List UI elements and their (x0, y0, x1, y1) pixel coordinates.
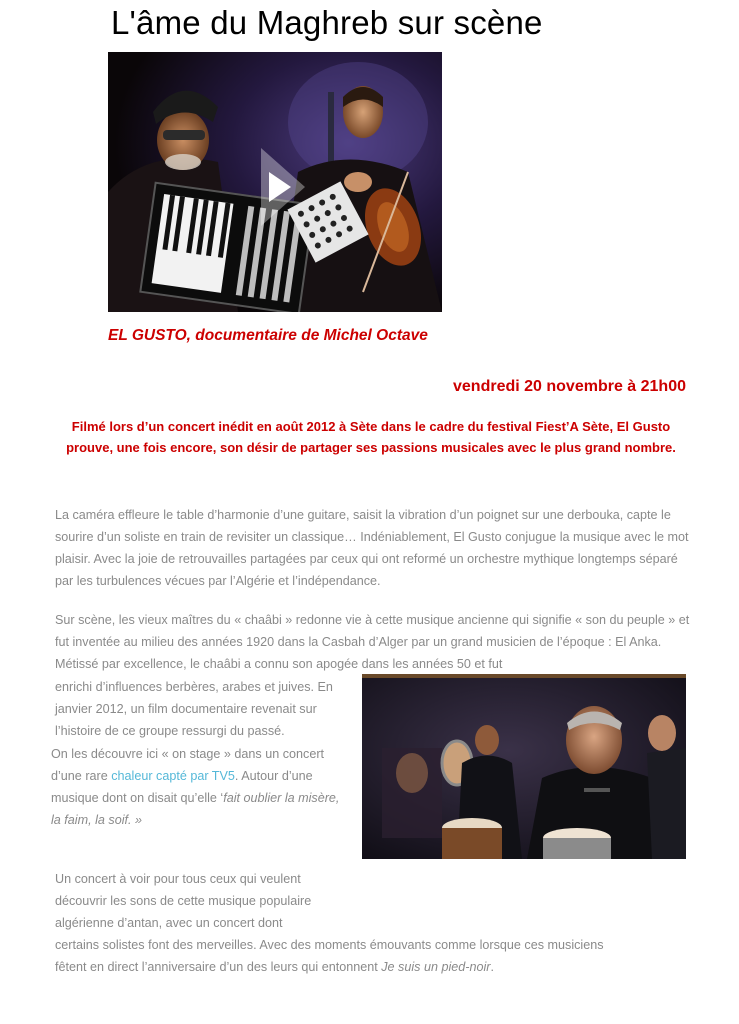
paragraph-4-quote: fait oublier la misère, la faim, la soif. » (51, 791, 340, 827)
paragraph-5-song-title: Je suis un pied-noir (381, 960, 491, 974)
paragraph-5-line-3: algérienne d’antan, avec un concert dont (55, 916, 283, 930)
page-title: L'âme du Maghreb sur scène (111, 4, 543, 41)
paragraph-5-line-4: certains solistes font des merveilles. Avec des moments émouvants comme lorsque ces musiciens (55, 938, 604, 952)
tv5-link[interactable]: chaleur capté par TV5 (111, 769, 235, 783)
paragraph-2: Sur scène, les vieux maîtres du « chaâbi » redonne vie à cette musique ancienne qui signifie « son du peuple » et fut inventée au milieu des années 1920 dans la Casbah d’Alger par un grand musicien de l’époque : El Anka. Métissé par excellence, le chaâbi a connu son apogée dans les années 50 et fut (55, 613, 690, 671)
paragraph-4 (51, 743, 351, 831)
video-caption: EL GUSTO, documentaire de Michel Octave (108, 327, 428, 344)
intro-text: Filmé lors d’un concert inédit en août 2012 à Sète dans le cadre du festival Fiest’A Sète, El Gusto prouve, une fois encore, son désir de partager ses passions musicales avec le plus grand nombre. (66, 419, 676, 455)
paragraph-5-line-5 (55, 956, 705, 978)
paragraph-4-start: On les découvre ici « on stage » dans un concert d’une rare (51, 747, 325, 783)
paragraph-3: enrichi d’influences berbères, arabes et juives. En janvier 2012, un film documentaire revenait sur l’histoire de ce groupe ressurgi du passé. (55, 680, 333, 738)
paragraph-1: La caméra effleure le table d’harmonie d’une guitare, saisit la vibration d’un poignet sur une derbouka, capte le sourire d’un soliste en train de revisiter un classique… Indéniablement, El Gusto conjugue la musique avec le mot plaisir. Avec la joie de retrouvailles partagées par ceux qui ont reformé un orchestre mythique longtemps séparé par les turbulences vécues par l’Algérie et l’indépendance. (55, 508, 689, 588)
paragraph-5-last-start: fêtent en direct l’anniversaire d’un des leurs qui entonnent (55, 960, 382, 974)
play-icon[interactable] (261, 148, 307, 226)
broadcast-date: vendredi 20 novembre à 21h00 (453, 378, 686, 395)
paragraph-5-last-end: . (490, 960, 494, 974)
concert-photo-image (362, 678, 686, 859)
paragraph-4-middle: . Autour d’une musique dont on disait qu’elle ‘ (51, 769, 313, 805)
paragraph-5-line-2: découvrir les sons de cette musique populaire (55, 894, 312, 908)
paragraph-5-line-1: Un concert à voir pour tous ceux qui veulent (55, 872, 301, 886)
concert-photo (362, 674, 686, 859)
paragraph-5 (55, 868, 705, 978)
